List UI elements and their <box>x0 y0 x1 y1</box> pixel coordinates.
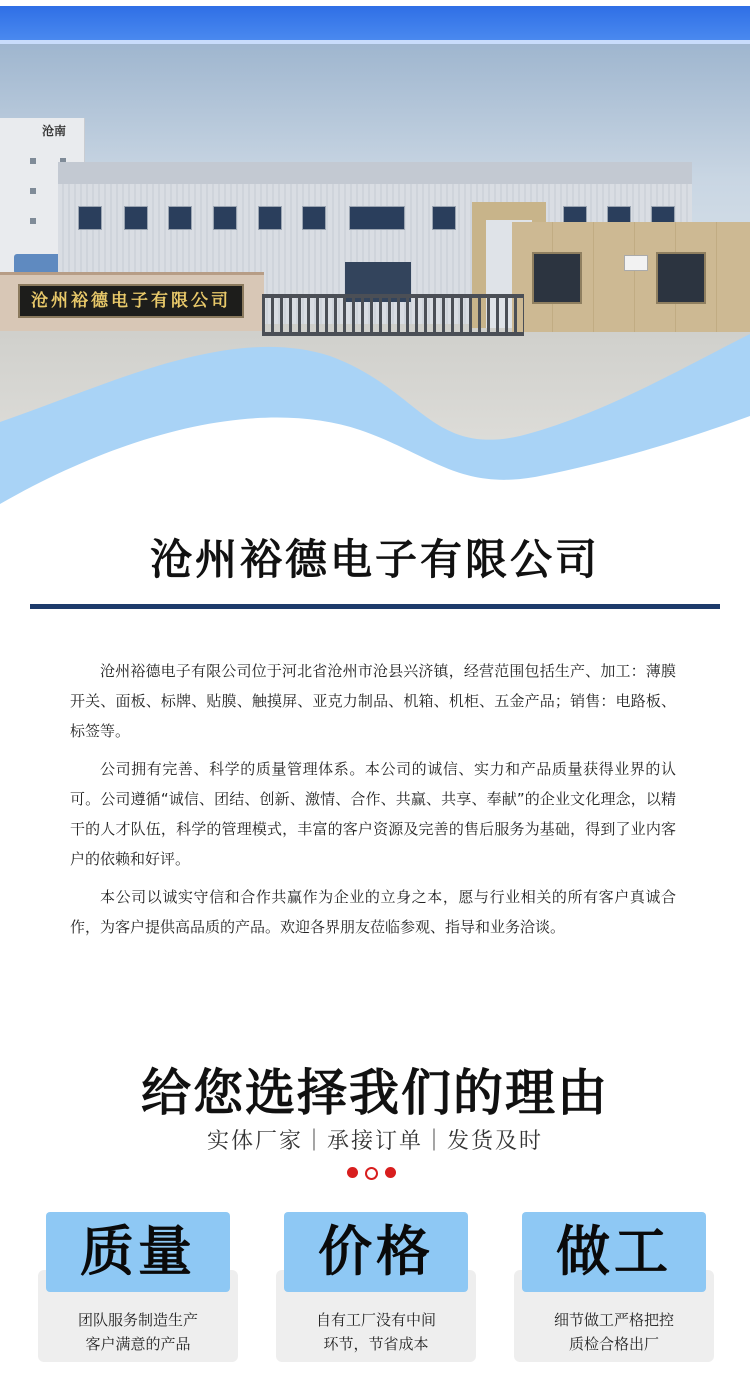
card-line-1: 团队服务制造生产 <box>77 1311 198 1329</box>
ring-dot-icon <box>365 1167 378 1180</box>
title-divider <box>30 604 720 609</box>
card-heading: 价格 <box>284 1212 468 1292</box>
card-line-2: 客户满意的产品 <box>85 1335 191 1353</box>
card-line-1: 自有工厂没有中间 <box>315 1311 436 1329</box>
decor-dots <box>345 1166 405 1180</box>
card-description <box>38 1308 238 1356</box>
card-description <box>276 1308 476 1356</box>
intro-paragraph-1: 沧州裕德电子有限公司位于河北省沧州市沧县兴济镇，经营范围包括生产、加工：薄膜开关、面板、标牌、贴膜、触摸屏、亚克力制品、机箱、机柜、五金产品；销售：电路板、标签等。 <box>70 662 676 740</box>
reasons-subtitle: 实体厂家｜承接订单｜发货及时 <box>206 1129 543 1154</box>
company-title: 沧州裕德电子有限公司 <box>149 535 600 584</box>
card-line-2: 环节，节省成本 <box>323 1335 429 1353</box>
dot-icon <box>385 1167 396 1178</box>
factory-photo <box>0 44 750 504</box>
card-description <box>514 1308 714 1356</box>
company-intro <box>70 656 676 950</box>
reason-card-price <box>276 1212 476 1362</box>
intro-paragraph-3: 本公司以诚实守信和合作共赢作为企业的立身之本，愿与行业相关的所有客户真诚合作，为客户提供高品质的产品。欢迎各界朋友莅临参观、指导和业务洽谈。 <box>70 888 676 936</box>
card-heading: 做工 <box>522 1212 706 1292</box>
card-heading: 质量 <box>46 1212 230 1292</box>
top-blue-band <box>0 6 750 44</box>
card-line-1: 细节做工严格把控 <box>553 1311 674 1329</box>
reason-card-quality <box>38 1212 238 1362</box>
building-letters: 沧南 <box>42 124 67 138</box>
dot-icon <box>347 1167 358 1178</box>
wave-decoration <box>0 44 750 504</box>
reason-card-workmanship <box>514 1212 714 1362</box>
company-signboard: 沧州裕德电子有限公司 <box>18 284 244 318</box>
intro-paragraph-2: 公司拥有完善、科学的质量管理体系。本公司的诚信、实力和产品质量获得业界的认可。公司遵循“诚信、团结、创新、激情、合作、共赢、共享、奉献”的企业文化理念，以精干的人才队伍，科学的管理模式，丰富的客户资源及完善的售后服务为基础，得到了业内客户的依赖和好评。 <box>70 760 676 868</box>
reasons-title: 给您选择我们的理由 <box>141 1064 609 1122</box>
card-line-2: 质检合格出厂 <box>568 1335 659 1353</box>
top-banner-bar <box>0 0 750 44</box>
